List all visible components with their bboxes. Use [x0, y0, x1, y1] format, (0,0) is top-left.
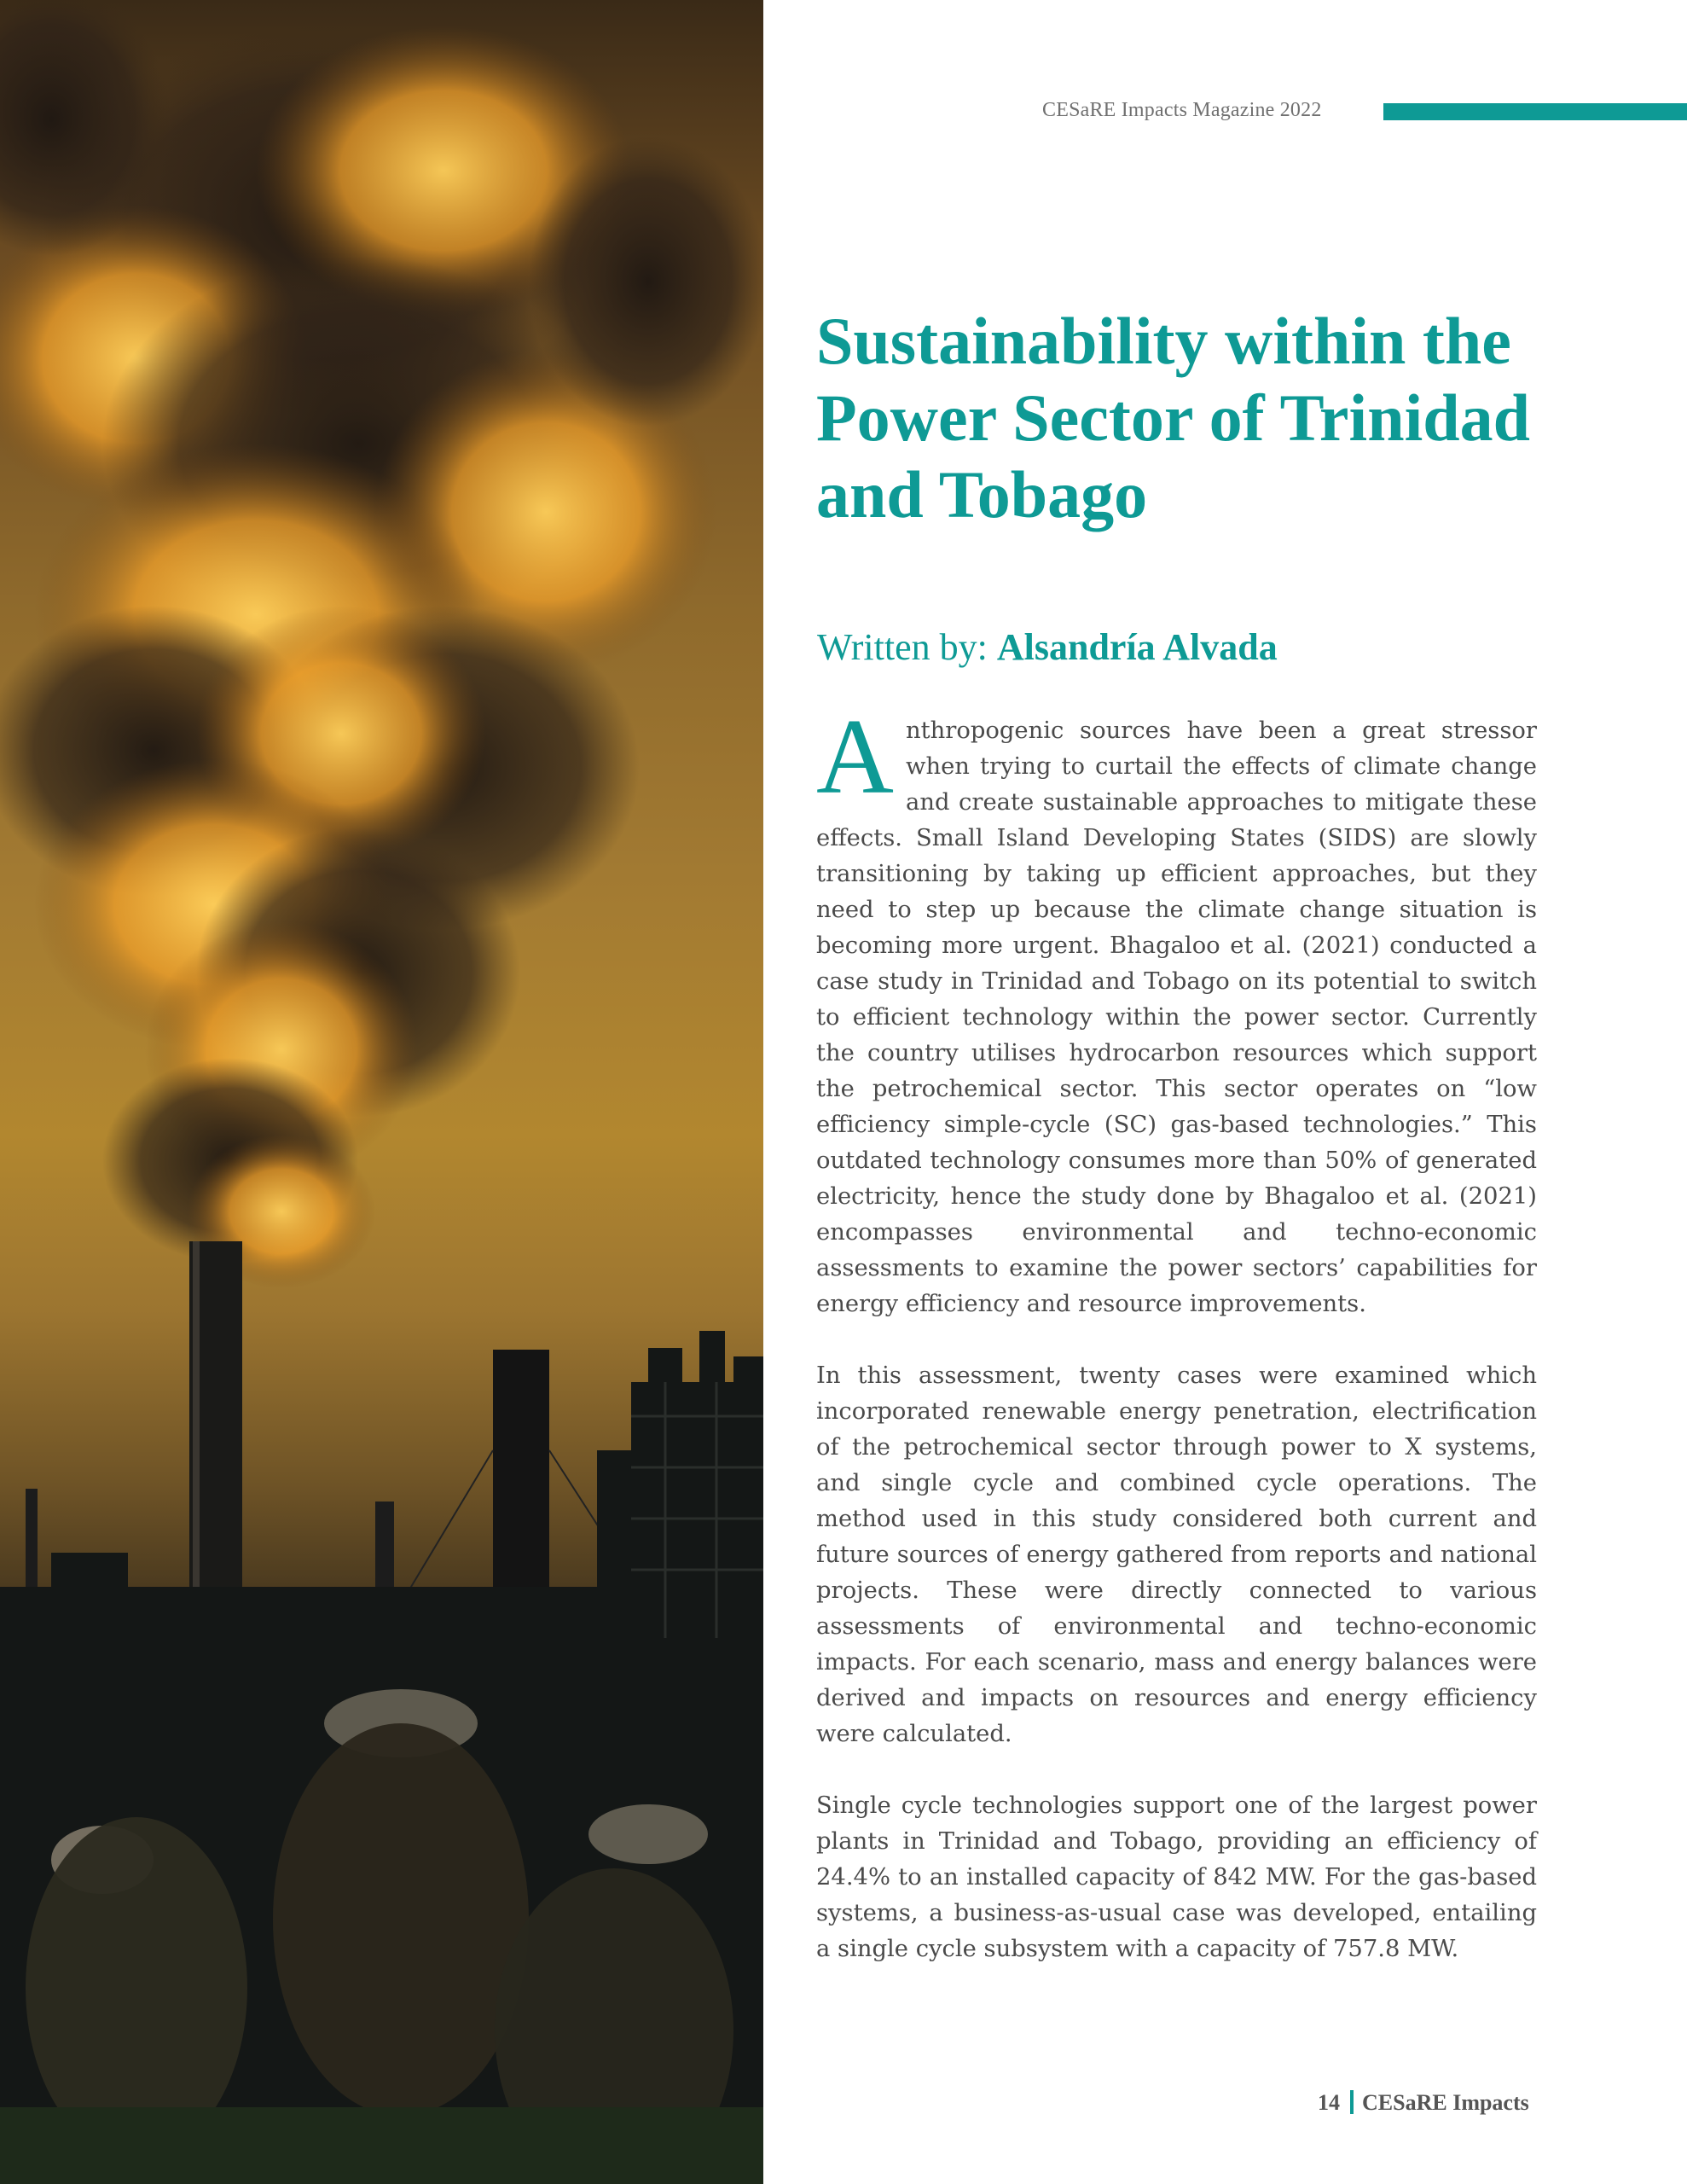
drop-cap: A	[816, 698, 894, 816]
article-body	[816, 698, 1537, 2003]
footer-separator	[1350, 2090, 1354, 2114]
smoke-cloud	[0, 0, 763, 1288]
article-title: Sustainability within the Power Sector of Trinidad and Tobago	[816, 304, 1531, 531]
industrial-smokestack-photo	[0, 0, 763, 2184]
author-name: Alsandría Alvada	[996, 626, 1278, 668]
page-footer	[1318, 2090, 1529, 2116]
paragraph-3: Single cycle technologies support one of the largest power plants in Trinidad and Tobago, providing an efficiency of 24.4% to an installed capacity of 842 MW. For the gas-based systems, a business-as-usual case was developed, entailing a single cycle subsystem with a capacity of 757.8 MW.	[816, 1792, 1537, 1962]
paragraph-1-text: nthropogenic sources have been a great stressor when trying to curtail the effects of climate change and create sustainable approaches to mitigate these effects. Small Island Developing States (SIDS) are slowly transitioning by taking up efficient approaches, but they need to step up because the climate change situation is becoming more urgent. Bhagaloo et al. (2021) conducted a case study in Trinidad and Tobago on its potential to switch to efficient technology within the power sector. Currently the country utilises hydrocarbon resources which support the petrochemical sector. This sector operates on “low efficiency simple-cycle (SC) gas-based technologies.” This outdated technology consumes more than 50% of generated electricity, hence the study done by Bhagaloo et al. (2021) encompasses environmental and techno-economic assessments to examine the power sectors’ capabilities for energy efficiency and resource improvements.	[816, 717, 1537, 1317]
header-accent-bar	[1383, 103, 1687, 120]
page-number: 14	[1318, 2090, 1340, 2115]
byline-prefix: Written by:	[817, 626, 988, 668]
footer-publication: CESaRE Impacts	[1362, 2090, 1529, 2115]
paragraph-2: In this assessment, twenty cases were examined which incorporated renewable energy penetration, electrification of the petrochemical sector through power to X systems, and single cycle and combined cycle operations. The method used in this study considered both current and future sources of energy gathered from reports and national projects. These were directly connected to various assessments of environmental and techno-economic impacts. For each scenario, mass and energy balances were derived and impacts on resources and energy efficiency were calculated.	[816, 1362, 1537, 1747]
photo-illustration	[0, 0, 763, 2184]
publication-header: CESaRE Impacts Magazine 2022	[1042, 99, 1322, 121]
byline	[817, 624, 1278, 671]
paragraph-1	[816, 698, 1537, 1322]
